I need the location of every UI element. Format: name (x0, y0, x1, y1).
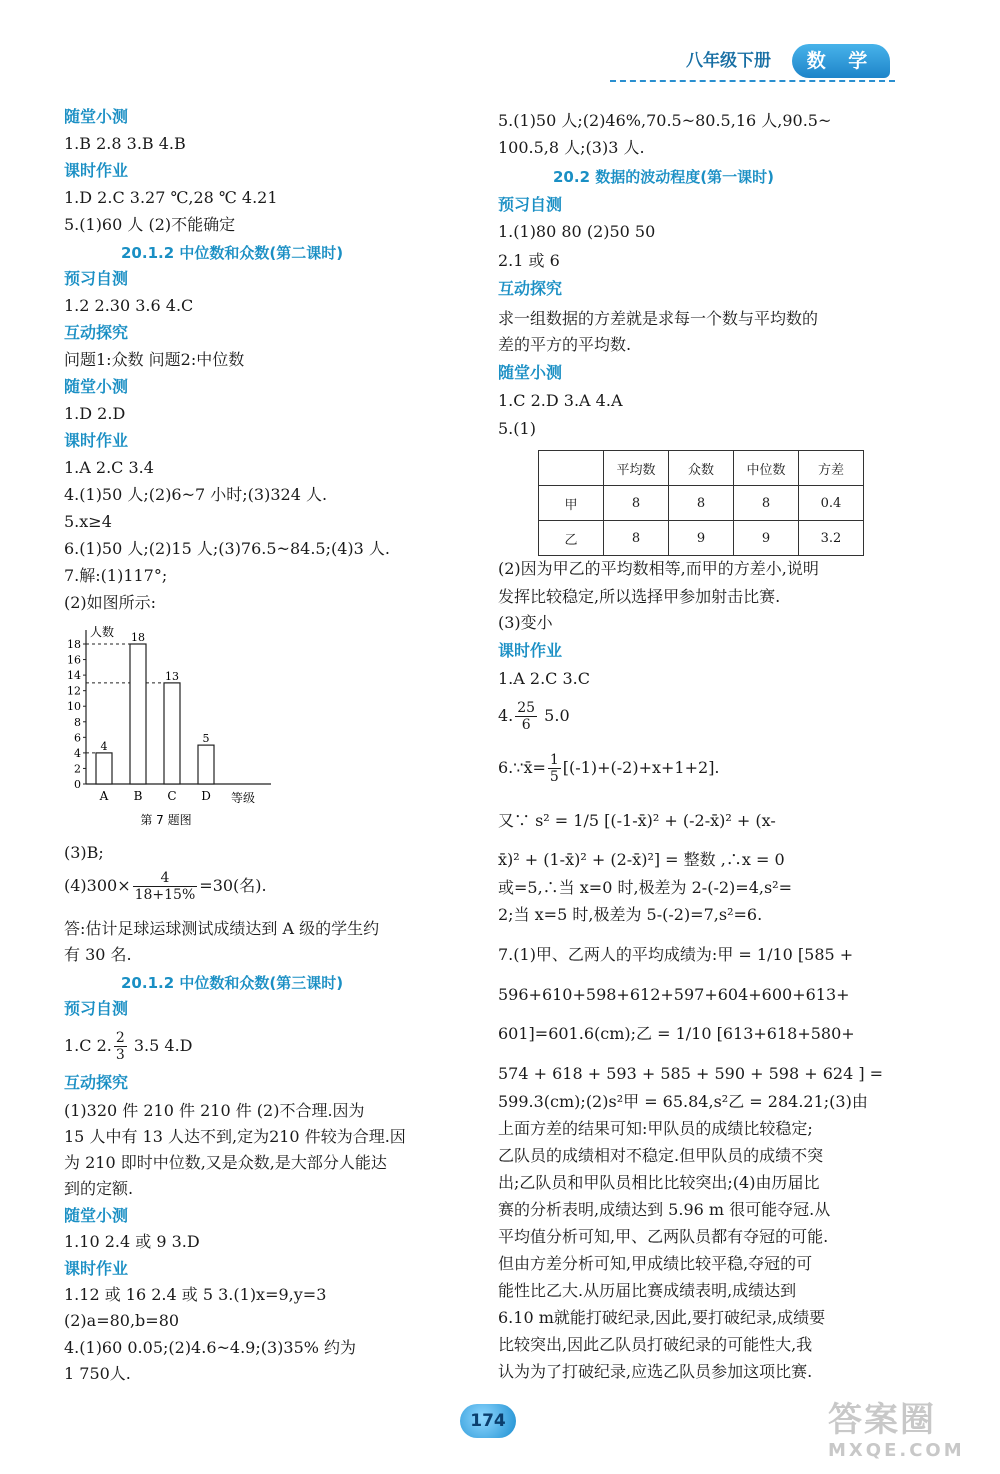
answer-line: 5.(1)50 人;(2)46%,70.5~80.5,16 人,90.5~ (498, 111, 832, 130)
table-cell: 8 (669, 486, 734, 521)
y-tick-label: 0 (74, 778, 81, 791)
answer-line: 596+610+598+612+597+604+600+613+ (498, 985, 850, 1004)
answer-line: 但由方差分析可知,甲成绩比较平稳,夺冠的可 (498, 1254, 813, 1273)
answer-line: 问题1:众数 问题2:中位数 (64, 350, 245, 369)
bar (164, 683, 180, 784)
answer-line: 1.D 2.D (64, 404, 126, 423)
answer-line: 到的定额. (64, 1179, 134, 1198)
x-axis-label: 等级 (231, 791, 256, 805)
bar-value-label: 5 (202, 732, 210, 746)
x-tick-label: A (99, 789, 109, 803)
table-cell: 8 (604, 486, 669, 521)
watermark (828, 1400, 990, 1468)
answer-line: (2)因为甲乙的平均数相等,而甲的方差小,说明 (498, 559, 819, 578)
answer-line: 1.10 2.4 或 9 3.D (64, 1232, 200, 1251)
section-heading: 课时作业 (64, 1259, 129, 1278)
table-header-cell (539, 451, 604, 486)
section-heading: 20.2 数据的波动程度(第一课时) (553, 168, 774, 186)
answer-line: (1)320 件 210 件 210 件 (2)不合理.因为 (64, 1101, 365, 1120)
answer-line: 出;乙队员和甲队员相比比较突出;(4)由历届比 (498, 1173, 820, 1192)
section-heading: 互动探究 (498, 279, 563, 298)
header-subject-tag: 数 学 (792, 44, 890, 78)
answer-line: 1.(1)80 80 (2)50 50 (498, 222, 656, 241)
table-header-cell: 平均数 (604, 451, 669, 486)
table-header-cell: 中位数 (734, 451, 799, 486)
section-heading: 课时作业 (64, 431, 129, 450)
section-heading: 预习自测 (498, 195, 563, 214)
answer-line: 2;当 x=5 时,极差为 5-(-2)=7,s²=6. (498, 905, 763, 924)
answer-line: (2)如图所示: (64, 593, 157, 612)
y-axis-label: 人数 (90, 625, 115, 639)
answer-line: 差的平方的平均数. (498, 335, 632, 354)
answer-line: 比较突出,因此乙队员打破纪录的可能性大,我 (498, 1335, 813, 1354)
y-tick-label: 10 (67, 700, 81, 714)
answer-line: 100.5,8 人;(3)3 人. (498, 138, 645, 157)
answer-line: 6.10 m就能打破纪录,因此,要打破纪录,成绩要 (498, 1308, 826, 1327)
answer-line: 599.3(cm);(2)s²甲 = 65.84,s²乙 = 284.21;(3)由 (498, 1092, 868, 1111)
table-cell: 9 (669, 521, 734, 556)
watermark-main: 答案圈 (828, 1400, 936, 1440)
table-cell: 甲 (539, 486, 604, 521)
answer-line: 574 + 618 + 593 + 585 + 590 + 598 + 624 ] = (498, 1064, 884, 1083)
chart-caption: 第 7 题图 (140, 813, 192, 827)
answer-line: 7.解:(1)117°; (64, 566, 168, 585)
section-heading: 随堂小测 (64, 377, 129, 396)
fraction: $\frac{25}{6}$ (517, 700, 536, 733)
table-header-row (539, 451, 864, 486)
table-cell: 3.2 (799, 521, 864, 556)
fraction: $\frac{4}{18+15\%}$ (134, 870, 196, 903)
answer-line: 1.12 或 16 2.4 或 5 3.(1)x=9,y=3 (64, 1285, 327, 1304)
answer-line: 5.x≥4 (64, 512, 112, 531)
answer-line: 6.(1)50 人;(2)15 人;(3)76.5~84.5;(4)3 人. (64, 539, 390, 558)
x-tick-label: D (201, 789, 211, 803)
section-heading: 互动探究 (64, 1073, 129, 1092)
answer-line: 1.B 2.8 3.B 4.B (64, 134, 186, 153)
answer-line: 或=5,∴当 x=0 时,极差为 2-(-2)=4,s²= (498, 878, 792, 897)
answer-line: 4.(1)60 0.05;(2)4.6~4.9;(3)35% 约为 (64, 1338, 357, 1357)
answer-line: 又∵ s² = 1/5 [(-1-x̄)² + (-2-x̄)² + (x- (498, 811, 776, 830)
table-cell: 0.4 (799, 486, 864, 521)
answer-line: 乙队员的成绩相对不稳定.但甲队员的成绩不突 (498, 1146, 824, 1165)
bar-value-label: 4 (100, 739, 108, 753)
answer-line: 2.1 或 6 (498, 251, 560, 270)
fraction: $\frac{2}{3}$ (115, 1030, 125, 1063)
answer-line: 15 人中有 13 人达不到,定为210 件较为合理.因 (64, 1127, 406, 1146)
answer-line: x̄)² + (1-x̄)² + (2-x̄)²] = 整数 ,∴x = 0 (498, 850, 785, 869)
table-cell: 乙 (539, 521, 604, 556)
section-heading: 20.1.2 中位数和众数(第二课时) (121, 244, 344, 262)
header-divider (610, 80, 895, 82)
answer-line: 为 210 即时中位数,又是众数,是大部分人能达 (64, 1153, 387, 1172)
answer-line: 5.(1) (498, 419, 536, 438)
answer-line: (2)a=80,b=80 (64, 1311, 180, 1330)
section-heading: 随堂小测 (64, 1206, 129, 1225)
answer-line: 7.(1)甲、乙两人的平均成绩为:甲 = 1/10 [585 + (498, 945, 854, 964)
answer-line: 601]=601.6(cm);乙 = 1/10 [613+618+580+ (498, 1024, 855, 1043)
bar-value-label: 18 (131, 631, 145, 644)
table-header-cell: 方差 (799, 451, 864, 486)
answer-line: 认为为了打破纪录,应选乙队员参加这项比赛. (498, 1362, 813, 1381)
y-tick-label: 18 (67, 638, 81, 651)
q4-line: 4. $\frac{25}{6}$ 5.0 (498, 700, 570, 733)
answer-line: 1.A 2.C 3.C (498, 669, 591, 688)
q-preview-line: 1.C 2. $\frac{2}{3}$ 3.5 4.D (64, 1030, 193, 1063)
section-heading: 预习自测 (64, 269, 129, 288)
fraction: $\frac{1}{5}$ (549, 752, 559, 785)
q6-line: 6.∵x̄= $\frac{1}{5}$ [(-1)+(-2)+x+1+2]. (498, 752, 720, 785)
y-tick-label: 14 (67, 669, 81, 683)
section-heading: 互动探究 (64, 323, 129, 342)
section-heading: 预习自测 (64, 999, 129, 1018)
section-heading: 随堂小测 (498, 363, 563, 382)
y-tick-label: 6 (74, 731, 81, 745)
answer-line: 1 750人. (64, 1364, 131, 1383)
table-cell: 9 (734, 521, 799, 556)
answer-line: (3)变小 (498, 613, 553, 632)
answer-line: 求一组数据的方差就是求每一个数与平均数的 (498, 309, 819, 328)
answer-line: 5.(1)60 人 (2)不能确定 (64, 215, 236, 234)
table-header-cell: 众数 (669, 451, 734, 486)
answer-line: 4.(1)50 人;(2)6~7 小时;(3)324 人. (64, 485, 328, 504)
y-tick-label: 8 (74, 715, 81, 729)
x-tick-label: C (167, 789, 177, 803)
answer-line: 平均值分析可知,甲、乙两队员都有夺冠的可能. (498, 1227, 829, 1246)
answer-line: 1.D 2.C 3.27 ℃,28 ℃ 4.21 (64, 188, 278, 207)
section-heading: 课时作业 (64, 161, 129, 180)
section-heading: 20.1.2 中位数和众数(第三课时) (121, 974, 344, 992)
table-cell: 8 (734, 486, 799, 521)
bar (130, 644, 146, 784)
bar-chart (64, 612, 274, 832)
table-row (539, 521, 864, 556)
y-tick-label: 12 (67, 684, 81, 698)
answer-line: (3)B; (64, 843, 104, 862)
y-tick-label: 2 (74, 762, 81, 776)
answer-line: 上面方差的结果可知:甲队员的成绩比较稳定; (498, 1119, 813, 1138)
answer-line: 赛的分析表明,成绩达到 5.96 m 很可能夺冠.从 (498, 1200, 831, 1219)
section-heading: 课时作业 (498, 641, 563, 660)
answer-line: 能性比乙大.从历届比赛成绩表明,成绩达到 (498, 1281, 797, 1300)
table-row (539, 486, 864, 521)
x-tick-label: B (133, 789, 143, 803)
page-number: 174 (460, 1404, 516, 1438)
table-cell: 8 (604, 521, 669, 556)
answer-line: 发挥比较稳定,所以选择甲参加射击比赛. (498, 587, 781, 606)
answer-line: 答:估计足球运球测试成绩达到 A 级的学生约 (64, 919, 380, 938)
answer-line: 1.A 2.C 3.4 (64, 458, 154, 477)
watermark-sub: MXQE.COM (828, 1440, 965, 1461)
header-grade: 八年级下册 (686, 51, 771, 71)
answer-line: 1.C 2.D 3.A 4.A (498, 391, 623, 410)
answer-line: 有 30 名. (64, 945, 132, 964)
y-tick-label: 4 (74, 746, 81, 760)
bar (96, 753, 112, 784)
bar-value-label: 13 (165, 669, 179, 683)
section-heading: 随堂小测 (64, 107, 129, 126)
answer-line: 1.2 2.30 3.6 4.C (64, 296, 194, 315)
bar (198, 745, 214, 784)
y-tick-label: 16 (67, 653, 81, 667)
variance-table (538, 450, 864, 556)
q7-part4-line: (4)300× $\frac{4}{18+15\%}$ =30(名). (64, 870, 267, 903)
